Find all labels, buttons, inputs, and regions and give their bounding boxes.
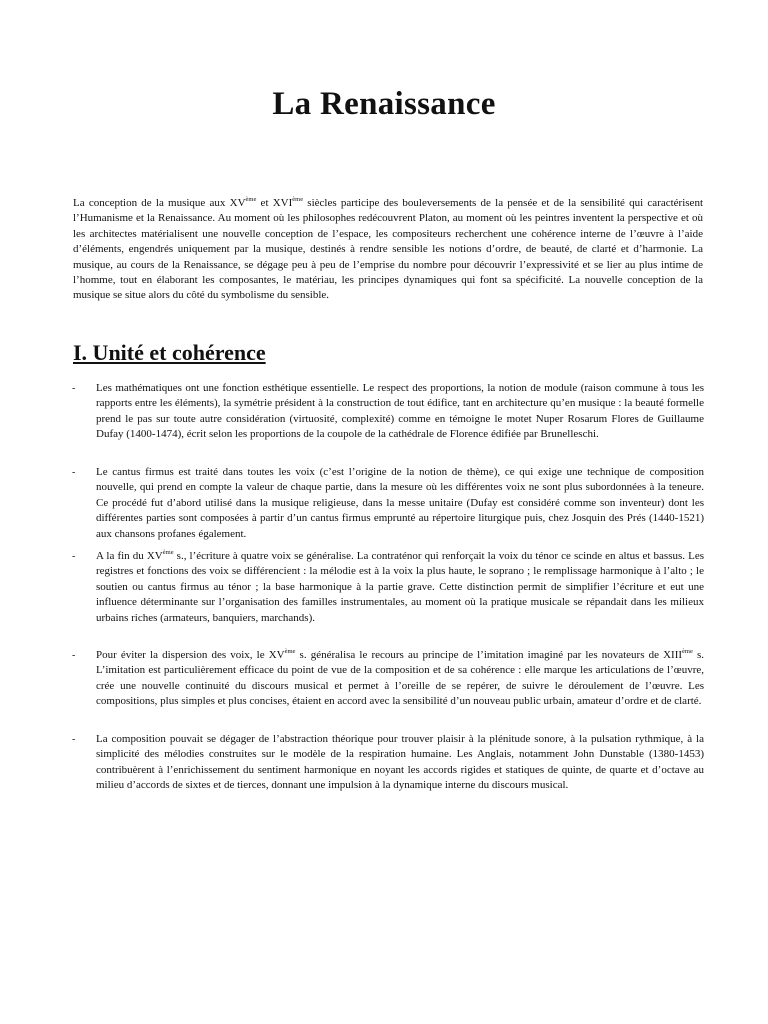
list-item [72, 465, 704, 542]
list-item [72, 648, 704, 710]
list-item-text: Les mathématiques ont une fonction esthétique essentielle. Le respect des proportions, la notion de module (raison commune à tous les rapports entre les éléments), la symétrie président à la construction de tout édifice, tant en architecture qu’en musique : la beauté formelle prend le pas sur toute autre considération (virtuosité, complexité) comme en témoigne le motet Nuper Rosarum Flores de Guillaume Dufay (1400-1474), écrit selon les proportions de la coupole de la cathédrale de Florence édifiée par Brunelleschi. [96, 382, 704, 441]
list-item [72, 732, 704, 794]
bullet-mark: - [72, 383, 76, 394]
superscript-eme: ème [682, 648, 693, 655]
superscript-eme: ème [162, 549, 174, 556]
intro-text-middle: et XVI [256, 197, 293, 209]
intro-superscript-xv: ème [245, 196, 257, 203]
list-item-text [96, 648, 704, 710]
bullet-mark: - [72, 734, 76, 745]
list-item-text-rest: s., l’écriture à quatre voix se généralise. La contraténor qui renforçait la voix du ténor ce scinde en altus et bassus. Les registres et fonctions des voix se différencient : la mélodie est à la voix la plus haute, le soprano ; le remplissage harmonique à l’alto ; le soutien ou cantus firmus au ténor ; la base harmonique à la partie grave. Cette distinction permit de simplifier l’écriture et eut une influence déterminante sur l’organisation des familles instrumentales, au moment où la pratique musicale se répandait dans les milieux urbains riches (armateurs, banquiers, marchands). [96, 550, 704, 624]
intro-text-rest: siècles participe des bouleversements de la pensée et de la sensibilité qui caractérisent l’Humanisme et la Renaissance. Au moment où les philosophes redécouvrent Platon, au moment où les peintres inventent la perspective et où les architectes matérialisent une nouvelle conception de l’espace, les compositeurs recherchent une cohérence interne de l’œuvre à l’aide d’éléments, engendrés uniquement par la musique, destinés à rendre sensible les notions d’ordre, de beauté, de clarté et d’harmonie. La musique, au cours de la Renaissance, se dégage peu à peu de l’emprise du nombre pour découvrir l’expressivité et se lier au plus intime de l’homme, tout en élaborant les composantes, le matériau, les principes dynamiques qui font sa spécificité. La nouvelle conception de la musique se situe alors du côté du symbolisme du sensible. [73, 197, 703, 302]
list-item-text: Le cantus firmus est traité dans toutes les voix (c’est l’origine de la notion de thème), ce qui exige une technique de composition nouvelle, qui prend en compte la valeur de chaque partie, dans la mesure où les différentes voix ne sont plus subordonnées à la teneure. Ce procédé fut d’abord utilisé dans la musique religieuse, dans la messe unitaire (Dufay est considéré comme son inventeur) dont les différentes parties sont composées à partir d’un cantus firmus emprunté au répertoire liturgique puis, chez Josquin des Prés (1440-1521) aux chansons profanes également. [96, 466, 704, 540]
list-item-text-start: Pour éviter la dispersion des voix, le XV [96, 649, 285, 661]
intro-paragraph [73, 196, 703, 304]
page-title: La Renaissance [272, 86, 496, 122]
intro-text-start: La conception de la musique aux XV [73, 197, 246, 209]
section-heading: I. Unité et cohérence [73, 340, 266, 365]
bullet-mark: - [72, 650, 76, 661]
list-item-text: La composition pouvait se dégager de l’abstraction théorique pour trouver plaisir à la plénitude sonore, à la pulsation rythmique, à la simplicité des mélodies construites sur le modèle de la respiration humaine. Les Anglais, notamment John Dunstable (1380-1453) contribuèrent à l’enrichissement du sentiment harmonique en noyant les accords rigides et statiques de quinte, de quarte et d’octave au milieu d’accords de sixtes et de tierces, donnant une impulsion à la dynamique interne du discours musical. [96, 733, 704, 792]
list-item-text-middle: s. généralisa le recours au principe de l’imitation imaginé par les novateurs de XIII [295, 649, 683, 661]
list-item [72, 549, 704, 626]
list-item-text [96, 549, 704, 626]
bullet-mark: - [72, 551, 76, 562]
bullet-mark: - [72, 467, 76, 478]
superscript-eme: ème [284, 648, 296, 655]
list-item [72, 381, 704, 443]
intro-superscript-xvi: ème [292, 196, 304, 203]
list-item-text-start: A la fin du XV [96, 550, 163, 562]
list-item-text-rest: s. L’imitation est particulièrement efficace du point de vue de la composition et de sa cohérence : elle marque les articulations de l’œuvre, crée une nouvelle continuité du discours musical et permet à l’oreille de se repérer, de suivre le déroulement de l’œuvre. Les compositions, plus simples et plus concises, étaient en accord avec la sensibilité d’un nouveau public urbain, amateur d’ordre et de clarté. [96, 649, 705, 708]
